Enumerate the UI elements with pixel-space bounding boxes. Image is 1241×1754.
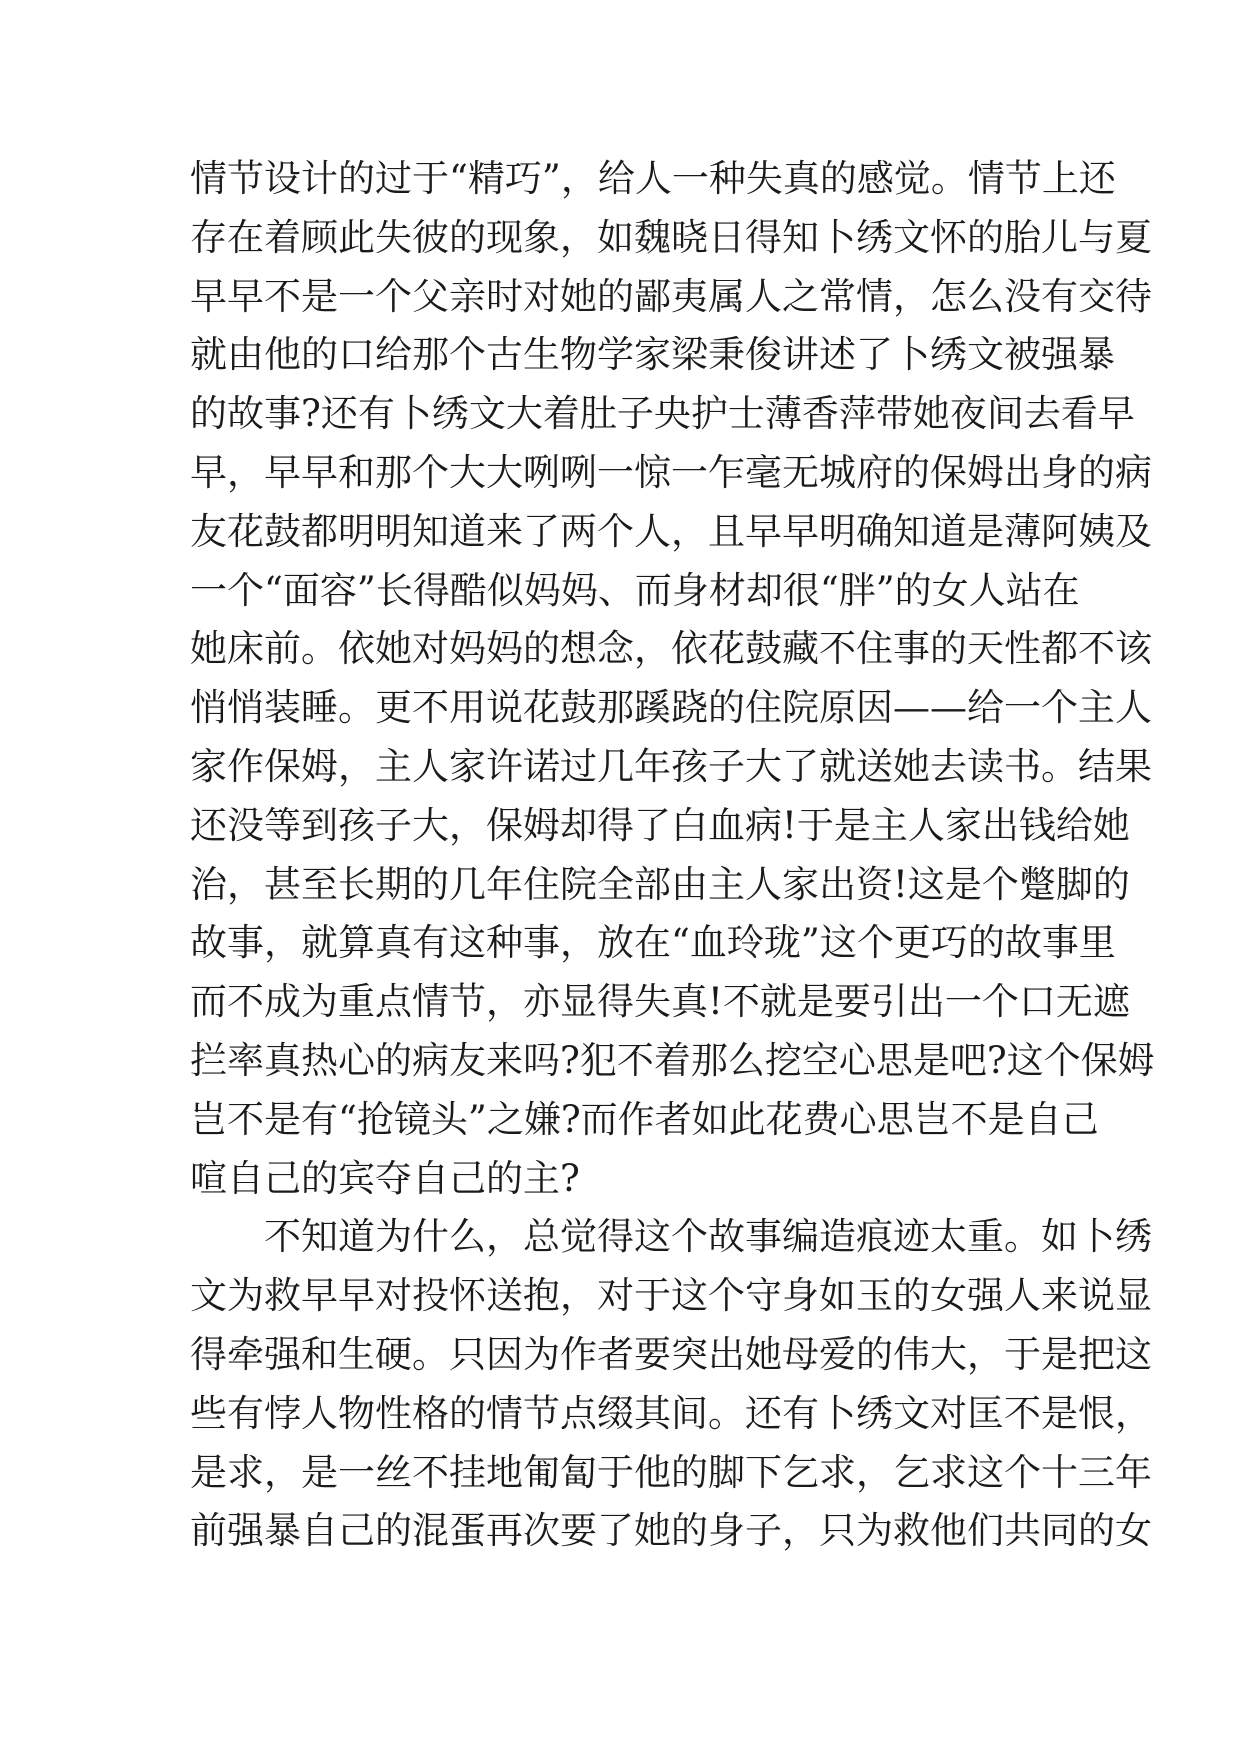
text-line: 些有悖人物性格的情节点缀其间。还有卜绣文对匡不是恨，	[190, 1391, 1152, 1435]
text-line: 文为救早早对投怀送抱，对于这个守身如玉的女强人来说显	[190, 1274, 1152, 1318]
text-line: 而不成为重点情节，亦显得失真!不就是要引出一个口无遮	[190, 980, 1130, 1024]
text-line: 家作保姆，主人家许诺过几年孩子大了就送她去读书。结果	[190, 744, 1152, 788]
text-line: 得牵强和生硬。只因为作者要突出她母爱的伟大，于是把这	[190, 1332, 1152, 1376]
text-line: 早，早早和那个大大咧咧一惊一乍毫无城府的保姆出身的病	[190, 450, 1152, 494]
text-line: 前强暴自己的混蛋再次要了她的身子，只为救他们共同的女	[190, 1509, 1152, 1553]
text-line: 故事，就算真有这种事，放在“血玲珑”这个更巧的故事里	[190, 921, 1116, 965]
text-line: 治，甚至长期的几年住院全部由主人家出资!这是个蹩脚的	[190, 862, 1130, 906]
text-line: 一个“面容”长得酷似妈妈、而身材却很“胖”的女人站在	[190, 568, 1080, 612]
text-line: 友花鼓都明明知道来了两个人，且早早明确知道是薄阿姨及	[190, 509, 1152, 553]
text-line: 早早不是一个父亲时对她的鄙夷属人之常情，怎么没有交待	[190, 274, 1152, 318]
paragraph-first-line: 不知道为什么，总觉得这个故事编造痕迹太重。如卜绣	[264, 1215, 1152, 1259]
text-line: 岂不是有“抢镜头”之嫌?而作者如此花费心思岂不是自己	[190, 1097, 1099, 1141]
text-line: 喧自己的宾夺自己的主?	[190, 1156, 580, 1200]
text-line: 的故事?还有卜绣文大着肚子央护士薄香萍带她夜间去看早	[190, 392, 1135, 436]
text-line: 就由他的口给那个古生物学家梁秉俊讲述了卜绣文被强暴	[190, 333, 1115, 377]
text-line: 还没等到孩子大，保姆却得了白血病!于是主人家出钱给她	[190, 803, 1130, 847]
text-line: 情节设计的过于“精巧”，给人一种失真的感觉。情节上还	[190, 157, 1116, 200]
text-line: 存在着顾此失彼的现象，如魏晓日得知卜绣文怀的胎儿与夏	[190, 215, 1152, 259]
body-text	[190, 150, 1155, 1561]
text-line: 是求，是一丝不挂地匍匐于他的脚下乞求，乞求这个十三年	[190, 1450, 1152, 1494]
text-line: 她床前。依她对妈妈的想念，依花鼓藏不住事的天性都不该	[190, 627, 1152, 671]
text-line: 拦率真热心的病友来吗?犯不着那么挖空心思是吧?这个保姆	[190, 1038, 1155, 1082]
text-line: 悄悄装睡。更不用说花鼓那蹊跷的住院原因——给一个主人	[190, 686, 1152, 730]
